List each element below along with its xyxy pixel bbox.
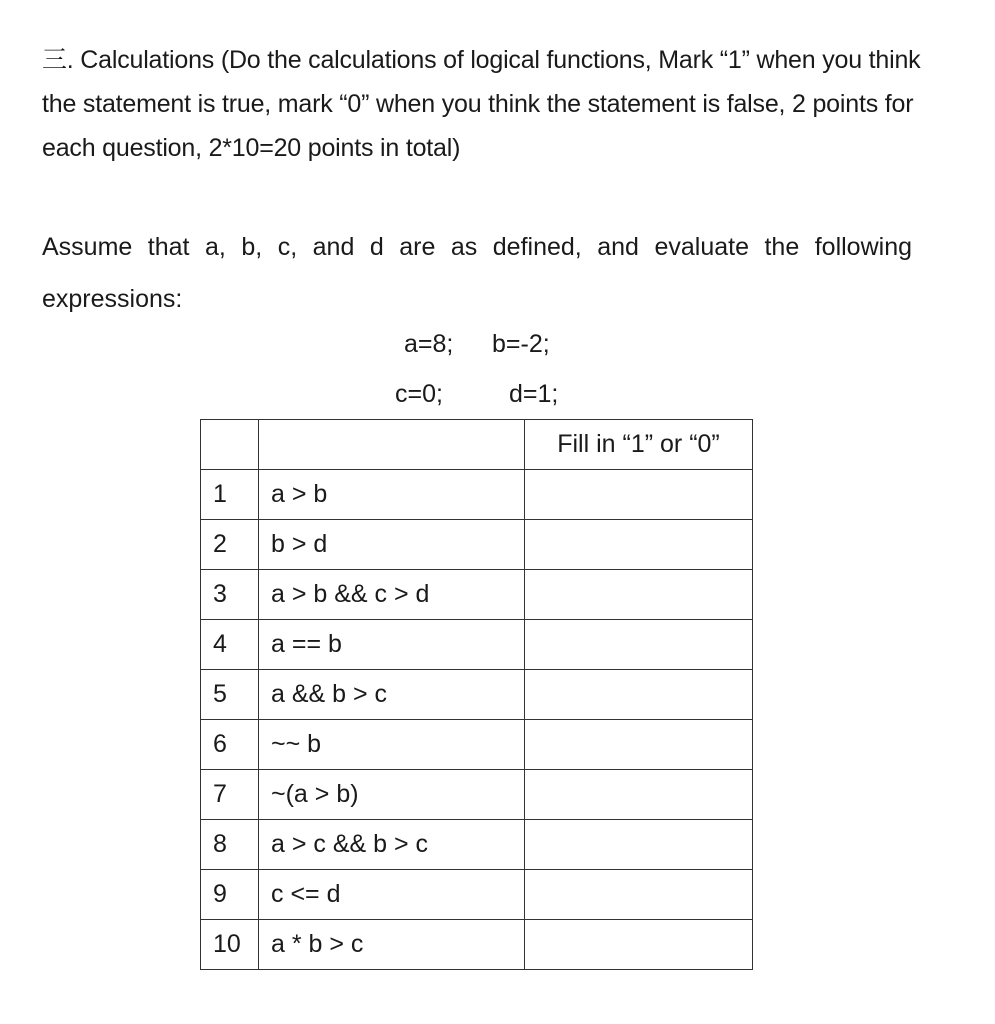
var-d: d=1; <box>509 380 559 408</box>
row-number: 7 <box>201 770 259 820</box>
row-answer-cell[interactable] <box>525 820 753 870</box>
row-number: 5 <box>201 670 259 720</box>
row-answer-cell[interactable] <box>525 520 753 570</box>
table-row <box>201 470 753 520</box>
table-row <box>201 620 753 670</box>
expressions-table <box>200 419 753 970</box>
header-expr-cell <box>259 420 525 470</box>
intro-line-2: expressions: <box>42 285 183 313</box>
row-answer-cell[interactable] <box>525 770 753 820</box>
question-heading: 三. Calculations (Do the calculations of logical functions, Mark “1” when you think the statement is true, mark “0” when you think the statement is false, 2 points for each question, 2*10=20 points in total) <box>42 46 921 162</box>
table-row <box>201 820 753 870</box>
row-number: 3 <box>201 570 259 620</box>
row-number: 4 <box>201 620 259 670</box>
row-number: 8 <box>201 820 259 870</box>
row-number: 9 <box>201 870 259 920</box>
header-num-cell <box>201 420 259 470</box>
row-expression: a * b > c <box>259 920 525 970</box>
table-header-row <box>201 420 753 470</box>
intro-line-1: Assume that a, b, c, and d are as defined, and evaluate the following <box>42 233 912 261</box>
row-number: 2 <box>201 520 259 570</box>
table-row <box>201 570 753 620</box>
intro-text <box>42 221 912 325</box>
row-expression: a == b <box>259 620 525 670</box>
row-number: 6 <box>201 720 259 770</box>
row-answer-cell[interactable] <box>525 920 753 970</box>
row-answer-cell[interactable] <box>525 470 753 520</box>
row-expression: a > b && c > d <box>259 570 525 620</box>
var-a: a=8; <box>404 330 454 358</box>
row-number: 1 <box>201 470 259 520</box>
row-expression: a > c && b > c <box>259 820 525 870</box>
table-row <box>201 770 753 820</box>
row-answer-cell[interactable] <box>525 570 753 620</box>
var-c: c=0; <box>395 380 443 408</box>
row-answer-cell[interactable] <box>525 870 753 920</box>
row-expression: b > d <box>259 520 525 570</box>
row-answer-cell[interactable] <box>525 670 753 720</box>
row-expression: c <= d <box>259 870 525 920</box>
row-number: 10 <box>201 920 259 970</box>
table-row <box>201 520 753 570</box>
var-b: b=-2; <box>492 330 550 358</box>
row-expression: ~(a > b) <box>259 770 525 820</box>
header-answer-cell: Fill in “1” or “0” <box>525 420 753 470</box>
row-expression: a > b <box>259 470 525 520</box>
table-row <box>201 920 753 970</box>
table-row <box>201 870 753 920</box>
row-expression: ~~ b <box>259 720 525 770</box>
row-expression: a && b > c <box>259 670 525 720</box>
row-answer-cell[interactable] <box>525 720 753 770</box>
row-answer-cell[interactable] <box>525 620 753 670</box>
table-row <box>201 720 753 770</box>
table-row <box>201 670 753 720</box>
